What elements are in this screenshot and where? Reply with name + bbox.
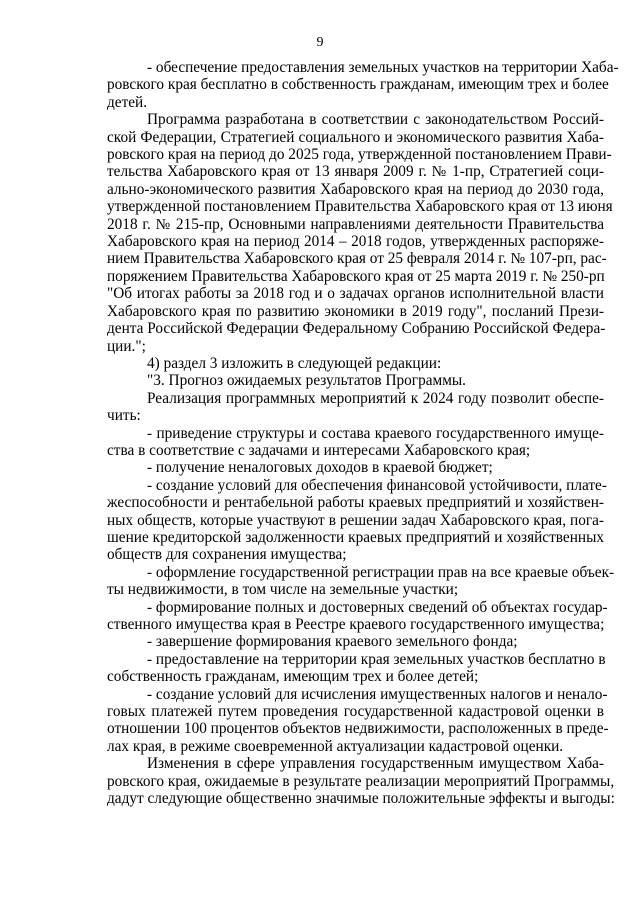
text-line: ально-экономического развития Хабаровского края на период до 2030 года, bbox=[107, 180, 604, 198]
text-line: утвержденной постановлением Правительства Хабаровского края от 13 июня bbox=[107, 198, 613, 216]
text-line: детей. bbox=[107, 93, 148, 111]
text-line: шение кредиторской задолженности краевых предприятий и хозяйственных bbox=[107, 528, 604, 546]
text-line: Программа разработана в соответствии с законодательством Россий- bbox=[147, 111, 604, 129]
text-line: обществ для сохранения имущества; bbox=[107, 546, 347, 564]
text-line: ции."; bbox=[107, 337, 146, 355]
text-line: 2018 г. № 215-пр, Основными направлениями деятельности Правительства bbox=[107, 215, 604, 233]
text-line: тельства Хабаровского края от 13 января 2009 г. № 1-пр, Стратегией соци- bbox=[107, 163, 604, 181]
text-line: ных обществ, которые участвуют в решении задач Хабаровского края, пога- bbox=[107, 511, 604, 529]
text-line: дадут следующие общественно значимые положительные эффекты и выгоды: bbox=[107, 790, 615, 808]
text-line: "3. Прогноз ожидаемых результатов Программы. bbox=[147, 372, 466, 390]
text-line: говых платежей путем проведения государственной кадастровой оценки в bbox=[107, 703, 604, 721]
text-line: ровского края, ожидаемые в результате реализации мероприятий Программы, bbox=[107, 772, 615, 790]
text-line: отношении 100 процентов объектов недвижимости, расположенных в преде- bbox=[107, 720, 609, 738]
text-line: - формирование полных и достоверных сведений об объектах государ- bbox=[147, 598, 608, 616]
text-line: - обеспечение предоставления земельных участков на территории Хаба- bbox=[147, 59, 619, 76]
text-line: - приведение структуры и состава краевого государственного имуще- bbox=[147, 424, 604, 442]
text-line: Изменения в сфере управления государственным имуществом Хаба- bbox=[147, 755, 604, 773]
text-line: "Об итогах работы за 2018 год и о задачах органов исполнительной власти bbox=[107, 285, 604, 303]
text-line: ственного имущества края в Реестре краевого государственного имущества; bbox=[107, 616, 605, 633]
text-line: ства в соответствие с задачами и интересами Хабаровского края; bbox=[107, 441, 531, 459]
text-line: ровского края на период до 2025 года, утвержденной постановлением Прави- bbox=[107, 146, 612, 164]
text-line: - оформление государственной регистрации прав на все краевые объек- bbox=[147, 563, 615, 581]
text-line: - создание условий для исчисления имущественных налогов и ненало- bbox=[147, 685, 608, 703]
text-line: дента Российской Федерации Федеральному Собранию Российской Федера- bbox=[107, 320, 606, 338]
text-line: Реализация программных мероприятий к 2024 году позволит обеспе- bbox=[147, 389, 604, 407]
text-line: - создание условий для обеспечения финансовой устойчивости, плате- bbox=[147, 476, 607, 494]
page-number: 9 bbox=[316, 35, 324, 50]
text-line: ской Федерации, Стратегией социального и экономического развития Хаба- bbox=[107, 128, 604, 146]
text-line: лах края, в режиме своевременной актуализации кадастровой оценки. bbox=[107, 737, 564, 755]
document-body bbox=[107, 59, 619, 808]
text-line: чить: bbox=[107, 407, 141, 425]
text-line: нием Правительства Хабаровского края от 25 февраля 2014 г. № 107-рп, рас- bbox=[107, 250, 607, 268]
text-line: - завершение формирования краевого земельного фонда; bbox=[147, 633, 518, 651]
text-line: - получение неналоговых доходов в краевой бюджет; bbox=[147, 459, 493, 477]
text-line: жеспособности и рентабельной работы краевых предприятий и хозяйствен- bbox=[107, 494, 604, 512]
text-line: 4) раздел 3 изложить в следующей редакции: bbox=[147, 354, 442, 372]
text-line: Хабаровского края по развитию экономики в 2019 году", посланий Прези- bbox=[107, 302, 604, 320]
text-line: - предоставление на территории края земельных участков бесплатно в bbox=[147, 650, 606, 668]
text-line: Хабаровского края на период 2014 – 2018 годов, утвержденных распоряже- bbox=[107, 233, 604, 251]
text-line: ровского края бесплатно в собственность гражданам, имеющим трех и более bbox=[107, 76, 609, 94]
text-line: поряжением Правительства Хабаровского края от 25 марта 2019 г. № 250-рп bbox=[107, 267, 605, 285]
text-line: ты недвижимости, в том числе на земельные участки; bbox=[107, 581, 459, 599]
text-line: собственность гражданам, имеющим трех и более детей; bbox=[107, 668, 479, 686]
